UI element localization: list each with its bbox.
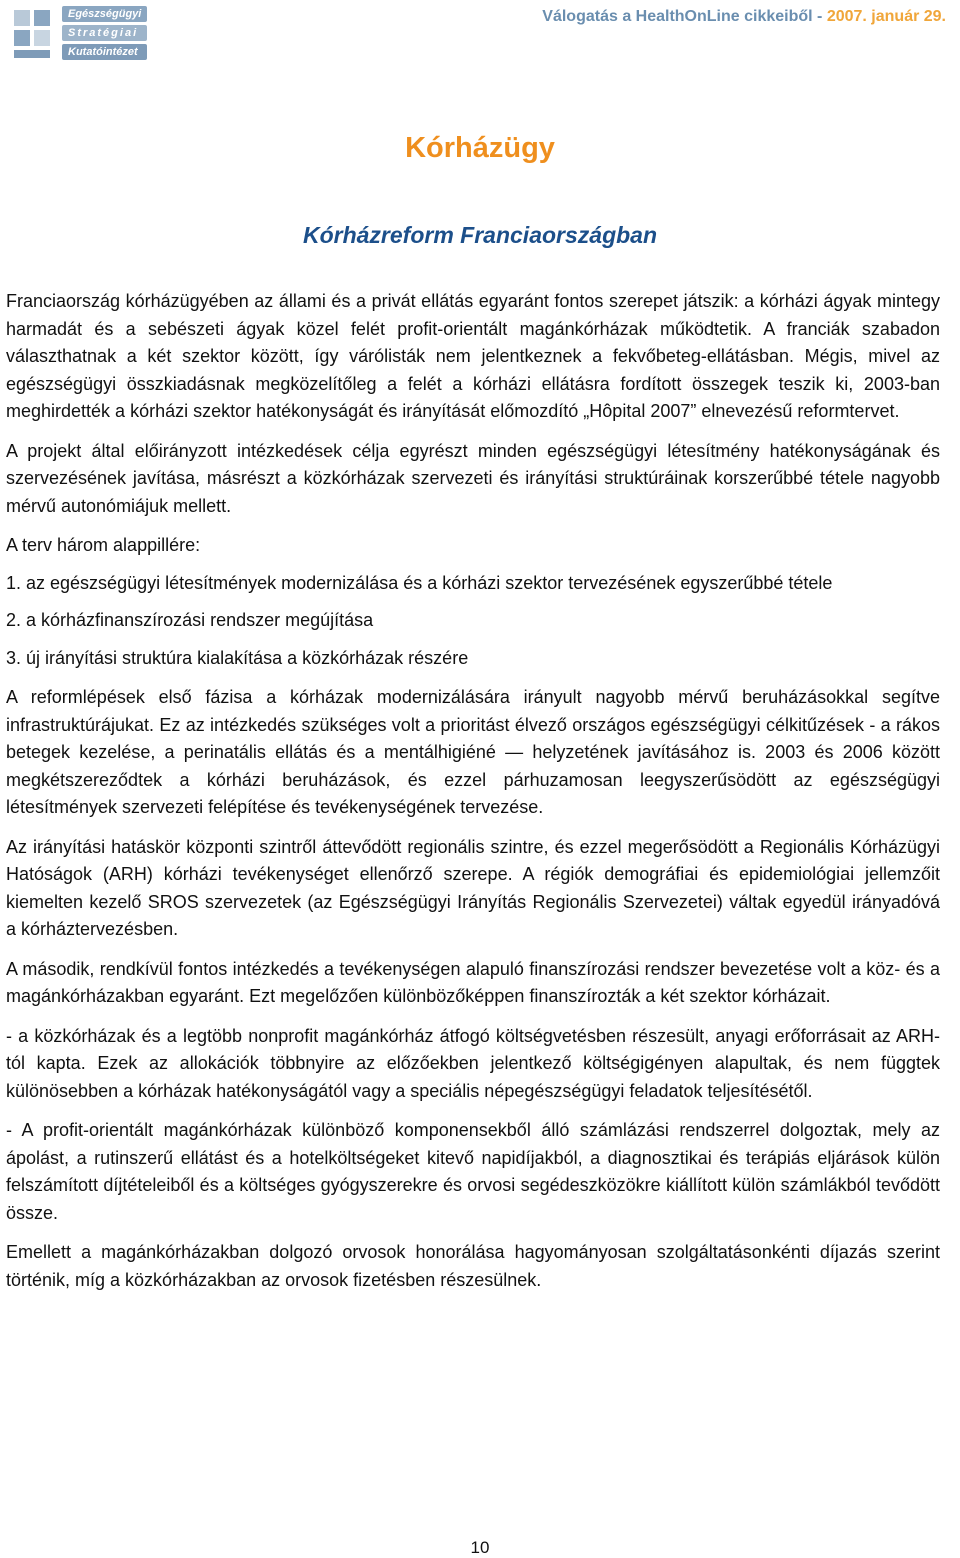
paragraph: - a közkórházak és a legtöbb nonprofit magánkórház átfogó költségvetésben részesült, anyagi erőforrásait az ARH-tól kapta. Ezek az allokációk többnyire az előzőekben jelentkező költségigényen alapultak, és nem függtek különösebben a kórházak hatékonyságától vagy a speciális népegészségügyi feladatok teljesítésétől. [6,1025,940,1101]
list-item: 3. új irányítási struktúra kialakítása a közkórházak részére [6,647,469,668]
source-label: Válogatás a HealthOnLine cikkeiből - [542,8,827,25]
article-body [6,288,940,1306]
source-date: 2007. január 29. [826,8,946,25]
logo-line-1: Egészségügyi [62,6,147,22]
logo-icon [12,8,56,60]
list-heading: A terv három alappillére: [6,535,201,555]
page-title: Kórházügy [405,132,555,164]
paragraph: Az irányítási hatáskör központi szintről áttevődött regionális szintre, és ezzel megerősödött a Regionális Kórházügyi Hatóságok (ARH) kórházi tevékenységet ellenőrző szerepe. A régiók demográfiai és epidemiológiai jellemzőit kiemelten kezelő SROS szervezetek (az Egészségügyi Irányítás Regionális Szervezetei) váltak egyedül irányadóvá a kórháztervezésben. [6,836,940,939]
paragraph: A projekt által előirányzott intézkedések célja egyrészt minden egészségügyi létesítmény hatékonyságának és szervezésének javítása, másrészt a közkórházak szervezeti és irányítási struktúráinak korszerűbbé tétele nagyobb mérvű autonómiájuk mellett. [6,440,940,516]
paragraph: Emellett a magánkórházakban dolgozó orvosok honorálása hagyományosan szolgáltatásonkénti díjazás szerint történik, míg a közkórházakban az orvosok fizetésben részesülnek. [6,1242,940,1290]
page-header [0,0,960,70]
header-source [542,8,946,26]
paragraph: - A profit-orientált magánkórházak különböző komponensekből álló számlázási rendszerrel dolgoztak, mely az ápolást, a rutinszerű ellátást és a hotelköltségeket kitevő napidíjakból, a diagnosztikai és terápiás eljárások külön felszámított díjtételeiből és a költséges gyógyszerekre és orvosi segédeszközökre kiállított külön számlákból tevődött össze. [6,1120,940,1223]
logo-line-3: Kutatóintézet [62,44,147,60]
logo-line-2: Stratégiai [62,25,147,41]
list-item: 2. a kórházfinanszírozási rendszer megújítása [6,610,374,630]
article-title: Kórházreform Franciaországban [302,222,658,248]
paragraph: Franciaország kórházügyében az állami és a privát ellátás egyaránt fontos szerepet játszik: a kórházi ágyak mintegy harmadát és a sebészeti ágyak közel felét profit-orientált magánkórházak működtetik. A franciák szabadon választhatnak a két szektor között, így várólisták nem jelentkeznek a fekvőbeteg-ellátásban. Mégis, mivel az egészségügyi összkiadásnak megközelítőleg a felét a kórházi ellátásra fordított összegek teszik ki, 2003-ban meghirdették a kórházi szektor hatékonyságát és irányítását előmozdító „Hôpital 2007” elnevezésű reformtervet. [6,291,940,421]
page-number: 10 [470,1538,490,1557]
paragraph: A reformlépések első fázisa a kórházak modernizálására irányult nagyobb mérvű beruházásokkal segítve infrastruktúrájukat. Ez az intézkedés szükséges volt a prioritást élvező országos egészségügyi célkitűzések - a rákos betegek kezelése, a perinatális ellátás és a mentálhigiéné — helyzetének javításához is. 2003 és 2006 között megkétszereződtek a kórházi beruházások, és ezzel párhuzamosan leegyszerűsödött az egészségügyi létesítmények szervezeti felépítése és tevékenységének tervezése. [6,687,940,817]
paragraph: A második, rendkívül fontos intézkedés a tevékenységen alapuló finanszírozási rendszer bevezetése volt a köz- és a magánkórházakban egyaránt. Ezt megelőzően különbözőképpen finanszírozták a két szektor kórházait. [6,958,940,1006]
institute-logo [12,4,172,64]
list-item: 1. az egészségügyi létesítmények modernizálása és a kórházi szektor tervezésének egyszerűbbé tétele [6,572,833,593]
